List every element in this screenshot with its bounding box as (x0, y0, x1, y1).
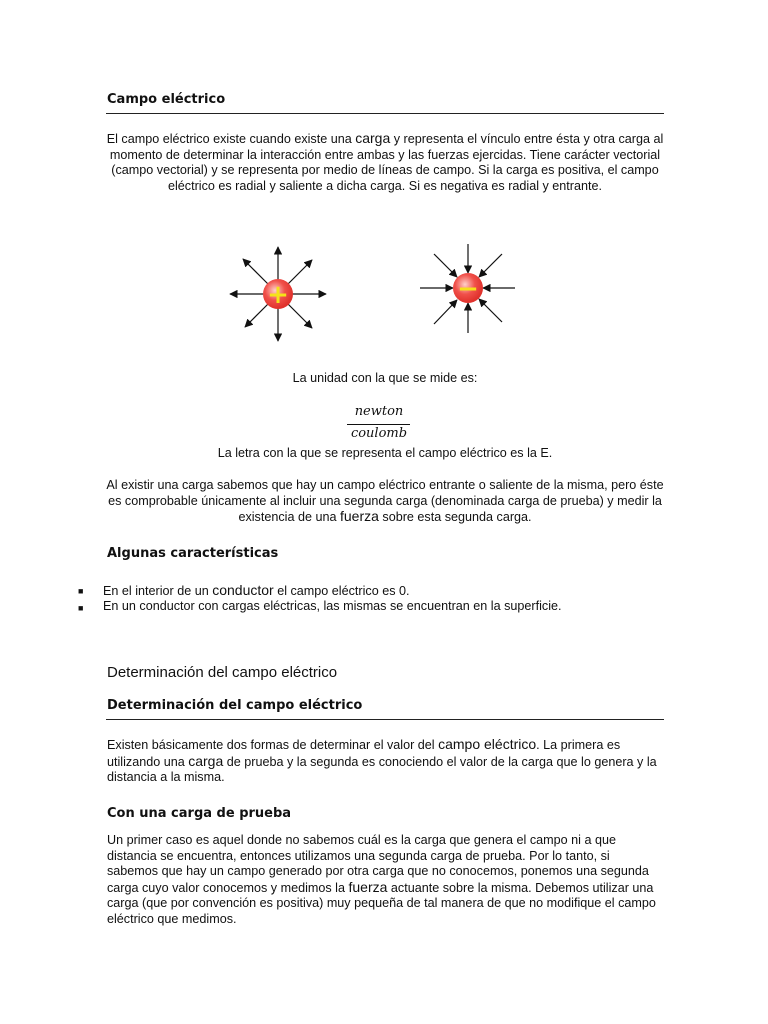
campo-electrico-link[interactable]: campo eléctrico (438, 736, 537, 752)
negative-charge-field (420, 244, 515, 333)
test-charge-title: Con una carga de prueba (107, 806, 292, 821)
carga-link[interactable]: carga (188, 752, 224, 769)
bullet-icon: ■ (78, 586, 84, 596)
plus-symbol: + (267, 280, 289, 310)
determination-plain-title: Determinación del campo eléctrico (107, 664, 338, 681)
characteristic-item: En el interior de un conductor el campo eléctrico es 0. (103, 582, 410, 598)
section-title-campo-electrico: Campo eléctrico (107, 92, 226, 107)
characteristic-item: En un conductor con cargas eléctricas, las mismas se encuentran en la superficie. (103, 599, 562, 613)
determination-paragraph: Existen básicamente dos formas de determinar el valor del campo eléctrico. La primera es utilizando una carga de prueba y la segunda es conociendo el valor de la carga que lo genera y la distancia a la misma. (107, 736, 657, 785)
carga-link[interactable]: carga (355, 130, 391, 146)
positive-charge-field (230, 247, 326, 341)
unit-denominator: coulomb (350, 426, 408, 441)
title-divider (106, 113, 664, 114)
conductor-link[interactable]: conductor (212, 582, 274, 598)
fuerza-link[interactable]: fuerza (339, 508, 379, 525)
unit-label: La unidad con la que se mide es: (292, 371, 478, 385)
electric-field-diagram (215, 235, 535, 355)
title-divider (106, 719, 664, 720)
determination-title: Determinación del campo eléctrico (107, 698, 363, 713)
bullet-icon: ■ (78, 603, 84, 613)
intro-paragraph: El campo eléctrico existe cuando existe una carga y representa el vínculo entre ésta y otra carga al momento de determinar la interacción entre ambas y las fuerzas ejercidas. Tiene carácter vectorial (campo vectorial) y se representa por medio de líneas de campo. Si la carga es positiva, el campo eléctrico es radial y saliente a dicha carga. Si es negativa es radial y entrante. (106, 130, 664, 193)
fuerza-link[interactable]: fuerza (348, 878, 388, 895)
letter-text: La letra con la que se representa el campo eléctrico es la E. (217, 446, 553, 460)
fraction-bar (347, 424, 410, 425)
characteristics-title: Algunas características (107, 546, 279, 561)
test-charge-section-paragraph: Un primer caso es aquel donde no sabemos cuál es la carga que genera el campo ni a que distancia se encuentra, entonces utilizamos una segunda carga de prueba. Por lo tanto, si sabemos que hay un campo generado por otra carga que no conocemos, ponemos una segunda carga cuyo valor conocemos y medimos la fuerza actuante sobre la misma. Debemos utilizar una carga (que por convención es positiva) muy pequeña de tal manera de que no modifique el campo eléctrico que medimos. (107, 833, 656, 926)
unit-numerator: newton (354, 404, 404, 419)
test-charge-paragraph: Al existir una carga sabemos que hay un campo eléctrico entrante o saliente de la misma, pero éste es comprobable únicamente al incluir una segunda carga (denominada carga de prueba) y medir la existencia de una fuerza sobre esta segunda carga. (106, 478, 664, 525)
minus-symbol: − (457, 274, 479, 304)
